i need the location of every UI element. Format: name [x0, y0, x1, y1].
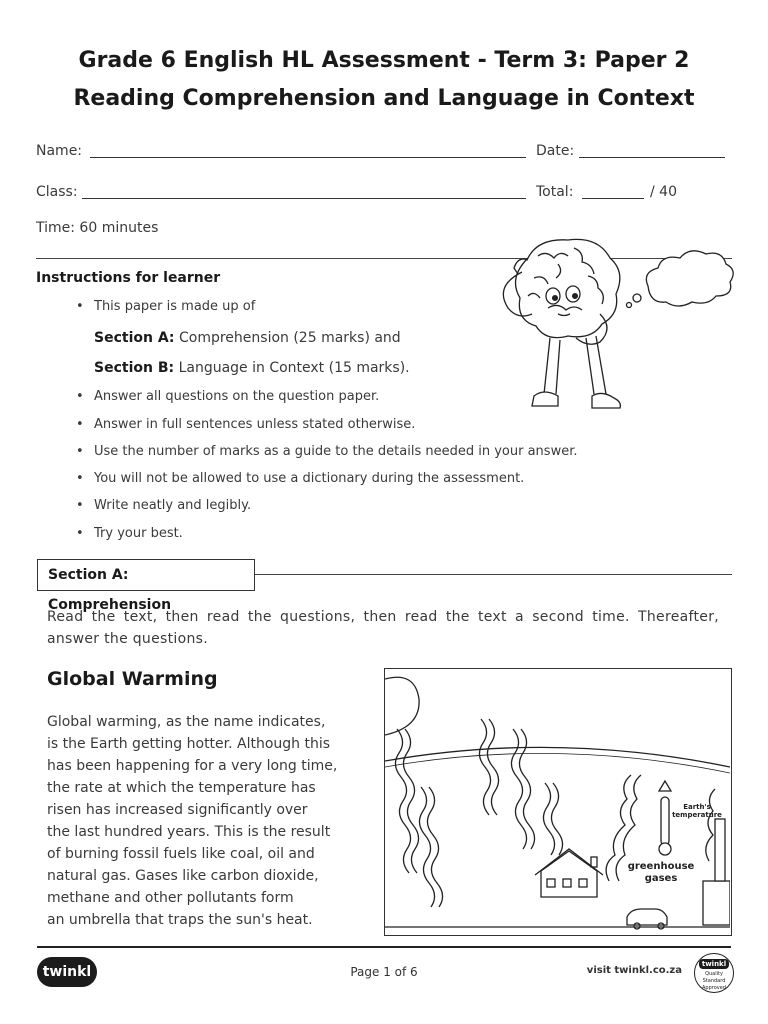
name-label: Name:: [36, 143, 83, 159]
section-a-intro: Read the text, then read the questions, then read the text a second time. Thereafter, answer the questions.: [47, 609, 719, 647]
passage-title: Global Warming: [47, 668, 218, 690]
page-subtitle: Reading Comprehension and Language in Context: [73, 86, 695, 111]
brain-character-illustration: [488, 228, 738, 424]
class-label: Class:: [36, 184, 78, 200]
total-label: Total:: [536, 184, 574, 200]
list-item: • You will not be allowed to use a dictionary during the assessment.: [76, 471, 525, 486]
total-suffix: / 40: [650, 184, 677, 200]
list-item: • This paper is made up of: [76, 299, 256, 314]
total-field[interactable]: [582, 198, 644, 199]
svg-text:gases: gases: [644, 873, 678, 884]
temperature-label: Earth's: [683, 803, 711, 811]
svg-text:temperature: temperature: [672, 811, 722, 819]
date-field[interactable]: [579, 157, 725, 158]
page-number: Page 1 of 6: [350, 965, 418, 979]
global-warming-illustration: [384, 668, 732, 936]
instructions-heading: Instructions for learner: [36, 270, 221, 286]
section-a-heading: Section A: Comprehension: [37, 559, 255, 591]
twinkl-logo: twinkl: [37, 957, 97, 987]
time-text: Time: 60 minutes: [36, 220, 159, 236]
section-b-summary: Section B: Language in Context (15 marks).: [94, 360, 410, 376]
name-field[interactable]: [90, 157, 526, 158]
date-label: Date:: [536, 143, 575, 159]
website-link[interactable]: visit twinkl.co.za: [586, 965, 682, 976]
passage-text: Global warming, as the name indicates, is the Earth getting hotter. Although this has been happening for a very long time, the rate at which the temperature has risen has increased significantly over the last hundred years. This is the result of burning fossil fuels like coal, oil and natural gas. Gases like carbon dioxide, methane and other pollutants form an umbrella that traps the sun's heat.: [47, 714, 338, 928]
footer-divider: [37, 946, 731, 948]
quality-badge: twinkl Quality Standard Approved: [694, 953, 734, 993]
list-item: • Try your best.: [76, 526, 183, 541]
list-item: • Write neatly and legibly.: [76, 498, 252, 513]
page-title: Grade 6 English HL Assessment - Term 3: Paper 2: [78, 48, 690, 73]
list-item: • Answer all questions on the question paper.: [76, 389, 380, 404]
list-item: • Answer in full sentences unless stated otherwise.: [76, 417, 416, 432]
class-field[interactable]: [82, 198, 526, 199]
divider: [255, 574, 732, 575]
greenhouse-gases-label: greenhouse: [627, 861, 695, 872]
section-a-summary: Section A: Comprehension (25 marks) and: [94, 330, 401, 346]
list-item: • Use the number of marks as a guide to the details needed in your answer.: [76, 444, 578, 459]
